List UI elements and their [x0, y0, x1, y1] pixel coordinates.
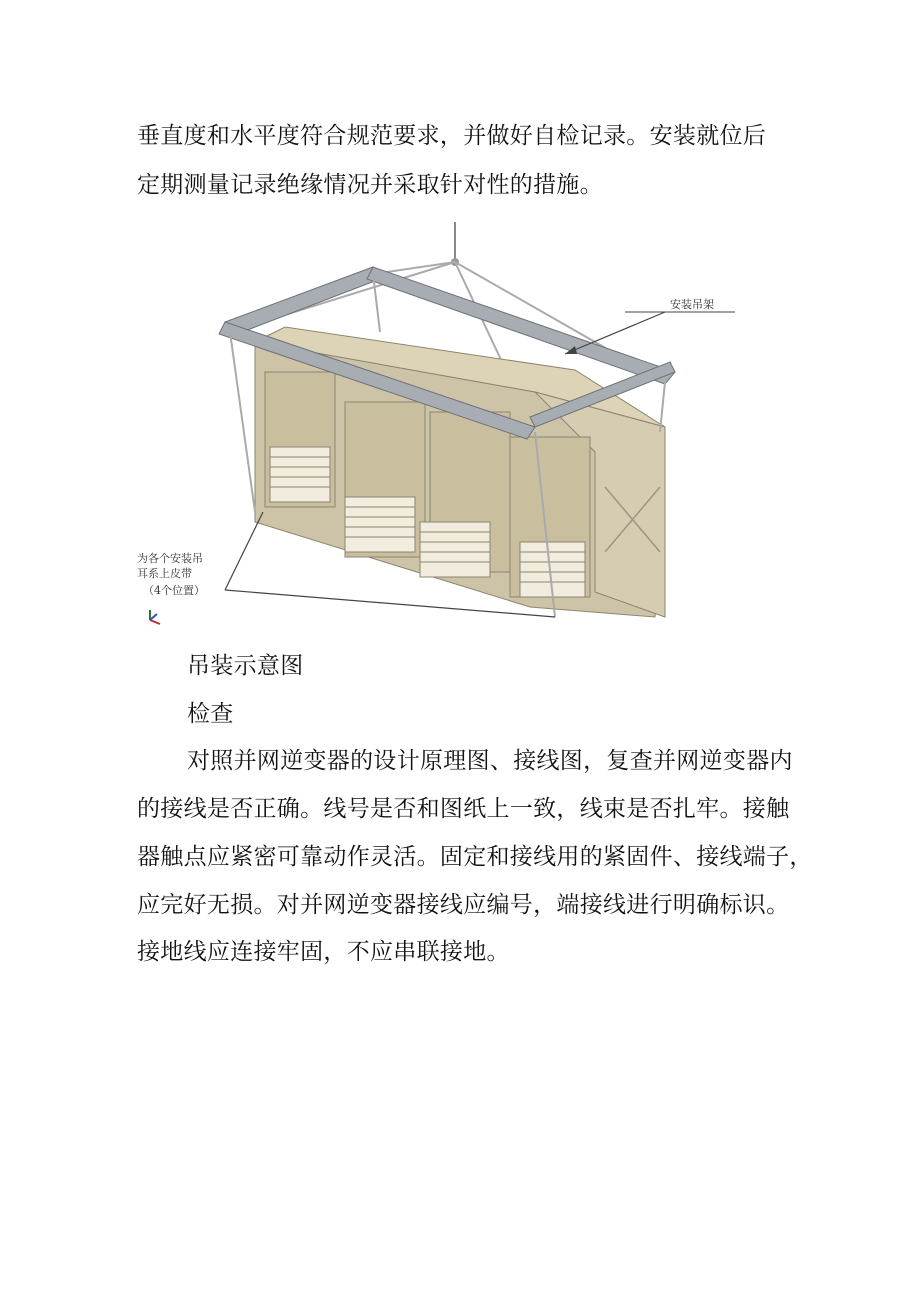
paragraph-line: 应完好无损。对并网逆变器接线应编号，端接线进行明确标识。	[137, 892, 790, 918]
axis-triad-icon	[150, 610, 160, 624]
callout-frame-label: 安装吊架	[670, 298, 714, 311]
section-heading: 检查	[187, 701, 234, 727]
strap	[660, 382, 665, 432]
callout-straps-label: 为各个安装吊	[137, 552, 203, 565]
paragraph-line: 的接线是否正确。线号是否和图纸上一致，线束是否扎牢。接触	[137, 796, 790, 822]
callout-leader	[225, 512, 263, 590]
paragraph-line: 对照并网逆变器的设计原理图、接线图，复查并网逆变器内	[187, 748, 793, 774]
strap	[230, 332, 255, 512]
paragraph-line: 接地线应连接牢固，不应串联接地。	[137, 939, 510, 965]
paragraph-line: 器触点应紧密可靠动作灵活。固定和接线用的紧固件、接线端子，	[137, 844, 813, 870]
callout-straps-label: （4个位置）	[143, 584, 205, 597]
figure-caption: 吊装示意图	[187, 653, 304, 679]
paragraph-line: 定期测量记录绝缘情况并采取针对性的措施。	[137, 172, 603, 198]
paragraph-line: 垂直度和水平度符合规范要求，并做好自检记录。安装就位后	[137, 123, 767, 149]
lifting-diagram-illustration	[135, 222, 785, 642]
callout-straps-label: 耳系上皮带	[137, 567, 192, 580]
lifting-diagram-figure	[135, 222, 785, 642]
